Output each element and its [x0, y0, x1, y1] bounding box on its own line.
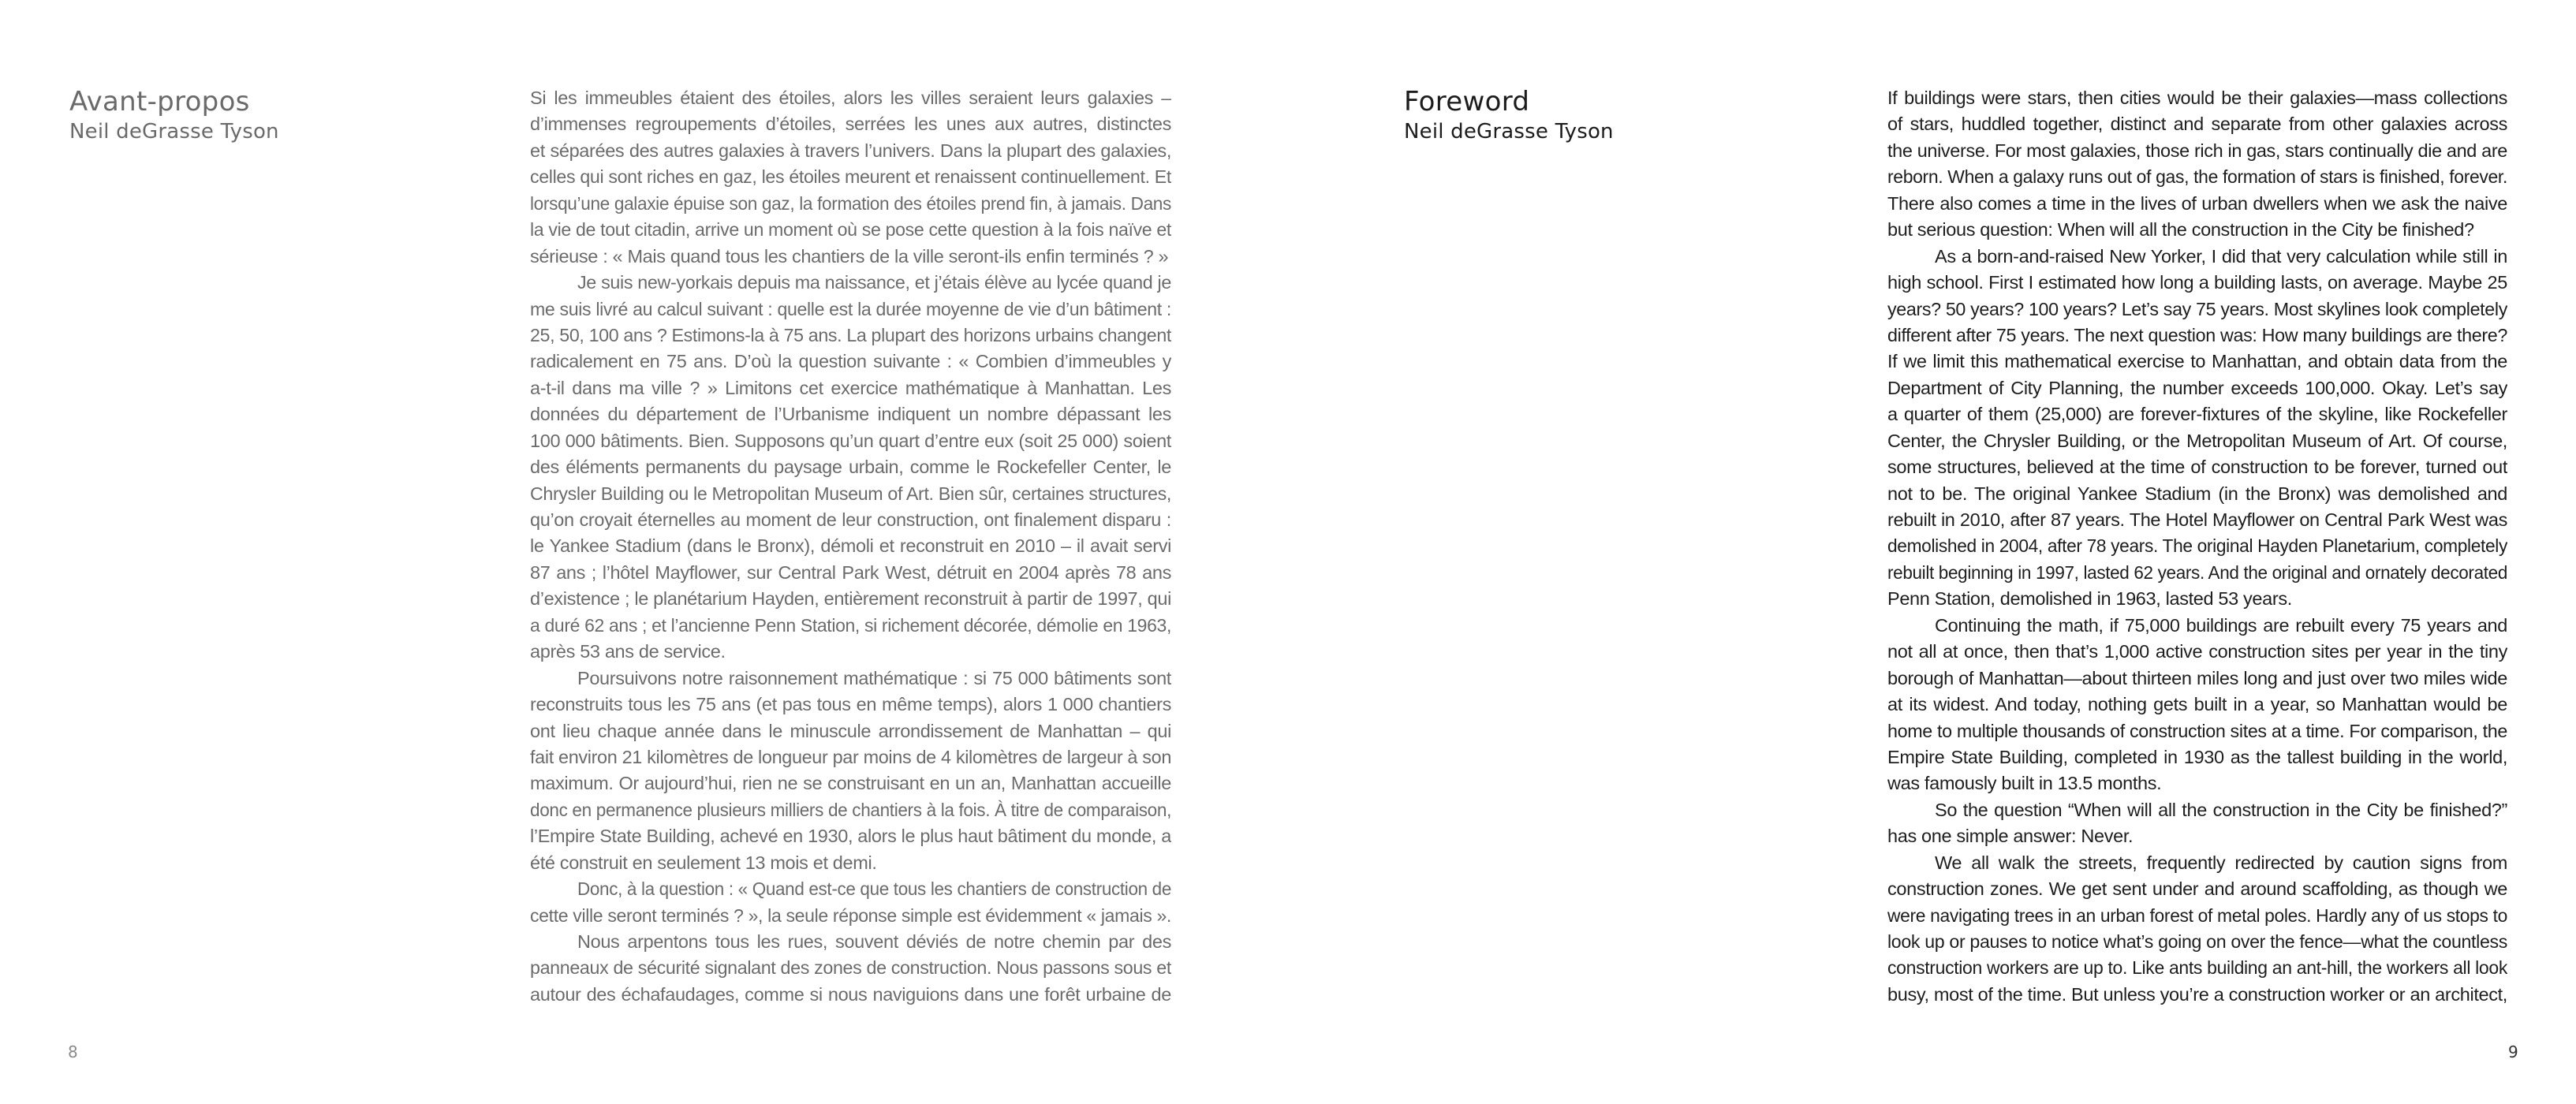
page-title: Avant-propos: [69, 86, 250, 117]
text-line: ont lieu chaque année dans le minuscule arrondissement de Manhattan – qui: [530, 720, 1171, 741]
text-line: at its widest. And today, nothing gets built in a year, so Manhattan would be: [1887, 694, 2507, 715]
text-line: reconstruits tous les 75 ans (et pas tous en même temps), alors 1 000 chantiers: [530, 694, 1171, 715]
text-line: été construit en seulement 13 mois et demi.: [530, 852, 877, 873]
text-line: high school. First I estimated how long a building lasts, on average. Maybe 25: [1887, 272, 2507, 293]
paragraph: [1887, 85, 2507, 244]
text-line: years? 50 years? 100 years? Let’s say 75 years. Most skylines look completely: [1887, 298, 2507, 319]
text-line: Center, the Chrysler Building, or the Metropolitan Museum of Art. Of course,: [1887, 430, 2507, 451]
paragraph: [530, 85, 1171, 270]
paragraph: [1887, 797, 2507, 850]
text-line: l’Empire State Building, achevé en 1930, alors le plus haut bâtiment du monde, a: [530, 826, 1171, 847]
heading-block: [1404, 85, 1614, 145]
body-text: [530, 85, 1171, 1008]
text-line: home to multiple thousands of construction sites at a time. For comparison, the: [1887, 720, 2507, 741]
text-line: a quarter of them (25,000) are forever-fixtures of the skyline, like Rockefeller: [1887, 404, 2507, 425]
text-line: panneaux de sécurité signalant des zones de construction. Nous passons sous et: [530, 957, 1171, 979]
text-line: were navigating trees in an urban forest of metal poles. Hardly any of us stops to: [1887, 904, 2507, 926]
text-line: demolished in 2004, after 78 years. The original Hayden Planetarium, completely: [1887, 535, 2507, 557]
text-line: 25, 50, 100 ans ? Estimons-la à 75 ans. La plupart des horizons urbains changent: [530, 324, 1171, 345]
body-text: [1887, 85, 2507, 1008]
text-line: lorsqu’une galaxie épuise son gaz, la formation des étoiles prend fin, à jamais. Dans: [530, 192, 1171, 214]
text-line: different after 75 years. The next question was: How many buildings are there?: [1887, 324, 2507, 345]
text-line: but serious question: When will all the construction in the City be finished?: [1887, 219, 2474, 241]
text-line: There also comes a time in the lives of urban dwellers when we ask the naive: [1887, 192, 2507, 214]
author-name: Neil deGrasse Tyson: [69, 120, 279, 144]
paragraph: [530, 929, 1171, 1008]
text-line: look up or pauses to notice what’s going on over the fence—what the countless: [1887, 931, 2507, 952]
text-line: If buildings were stars, then cities would be their galaxies—mass collections: [1887, 88, 2507, 108]
text-line: qu’on croyait éternelles au moment de leur construction, ont finalement disparu :: [530, 509, 1171, 530]
right-page-english: [1288, 0, 2576, 1104]
text-line: Je suis new-yorkais depuis ma naissance, et j’étais élève au lycée quand je: [577, 272, 1171, 293]
text-line: some structures, believed at the time of construction to be forever, turned out: [1887, 457, 2507, 478]
text-line: des éléments permanents du paysage urbain, comme le Rockefeller Center, le: [530, 457, 1171, 478]
text-line: celles qui sont riches en gaz, les étoiles meurent et renaissent continuellement. Et: [530, 166, 1171, 188]
text-line: Empire State Building, completed in 1930 as the tallest building in the world,: [1887, 746, 2507, 767]
paragraph: [530, 666, 1171, 877]
text-line: Department of City Planning, the number exceeds 100,000. Okay. Let’s say: [1887, 377, 2507, 398]
text-line: busy, most of the time. But unless you’re a construction worker or an architect,: [1887, 983, 2507, 1005]
page-number: 8: [68, 1042, 78, 1061]
text-line: cette ville seront terminés ? », la seule réponse simple est évidemment « jamais ».: [530, 904, 1171, 926]
heading-block: [69, 85, 279, 145]
text-line: le Yankee Stadium (dans le Bronx), démoli et reconstruit en 2010 – il avait servi: [530, 535, 1171, 557]
text-line: radicalement en 75 ans. D’où la question suivante : « Combien d’immeubles y: [530, 351, 1171, 372]
paragraph: [1887, 613, 2507, 797]
text-line: We all walk the streets, frequently redirected by caution signs from: [1935, 852, 2507, 873]
text-line: the universe. For most galaxies, those rich in gas, stars continually die and are: [1887, 140, 2507, 161]
paragraph: [1887, 244, 2507, 613]
paragraph: [530, 876, 1171, 929]
text-line: As a born-and-raised New Yorker, I did that very calculation while still in: [1935, 245, 2507, 267]
text-line: Chrysler Building ou le Metropolitan Museum of Art. Bien sûr, certaines structures,: [530, 483, 1171, 504]
text-line: 100 000 bâtiments. Bien. Supposons qu’un quart d’entre eux (soit 25 000) soient: [530, 430, 1171, 451]
text-line: If we limit this mathematical exercise to Manhattan, and obtain data from the: [1887, 351, 2507, 372]
text-line: d’immenses regroupements d’étoiles, serrées les unes aux autres, distinctes: [530, 114, 1171, 135]
text-line: d’existence ; le planétarium Hayden, entièrement reconstruit à partir de 1997, qui: [530, 588, 1171, 610]
text-line: 87 ans ; l’hôtel Mayflower, sur Central Park West, détruit en 2004 après 78 ans: [530, 561, 1171, 583]
text-line: fait environ 21 kilomètres de longueur par moins de 4 kilomètres de largeur à son: [530, 746, 1171, 767]
text-line: reborn. When a galaxy runs out of gas, the formation of stars is finished, forever.: [1887, 166, 2507, 188]
text-line: a duré 62 ans ; et l’ancienne Penn Station, si richement décorée, démolie en 1963,: [530, 614, 1171, 636]
text-line: Penn Station, demolished in 1963, lasted 53 years.: [1887, 588, 2292, 610]
text-line: Poursuivons notre raisonnement mathématique : si 75 000 bâtiments sont: [577, 667, 1171, 688]
text-line: construction workers are up to. Like ants building an ant-hill, the workers all look: [1887, 957, 2507, 979]
page-number: 9: [2508, 1042, 2518, 1061]
text-line: rebuilt in 2010, after 87 years. The Hotel Mayflower on Central Park West was: [1887, 509, 2507, 530]
text-line: not all at once, then that’s 1,000 active construction sites per year in the tiny: [1887, 641, 2507, 662]
text-line: autour des échafaudages, comme si nous naviguions dans une forêt urbaine de: [530, 983, 1171, 1005]
text-line: donc en permanence plusieurs milliers de chantiers à la fois. À titre de comparaison,: [530, 799, 1171, 820]
text-line: Si les immeubles étaient des étoiles, alors les villes seraient leurs galaxies –: [530, 88, 1171, 108]
text-line: of stars, huddled together, distinct and separate from other galaxies across: [1887, 114, 2507, 135]
text-line: la vie de tout citadin, arrive un moment où se pose cette question à la fois naïve et: [530, 219, 1171, 241]
text-line: et séparées des autres galaxies à travers l’univers. Dans la plupart des galaxies,: [530, 140, 1171, 161]
text-line: données du département de l’Urbanisme indiquent un nombre dépassant les: [530, 404, 1171, 425]
text-line: So the question “When will all the construction in the City be finished?”: [1935, 799, 2507, 820]
text-line: a-t-il dans ma ville ? » Limitons cet exercice mathématique à Manhattan. Les: [530, 377, 1171, 398]
text-line: not to be. The original Yankee Stadium (in the Bronx) was demolished and: [1887, 483, 2507, 504]
author-name: Neil deGrasse Tyson: [1404, 120, 1614, 144]
paragraph: [1887, 850, 2507, 1009]
text-line: Donc, à la question : « Quand est-ce que tous les chantiers de construction de: [577, 878, 1171, 900]
text-line: has one simple answer: Never.: [1887, 826, 2134, 847]
text-line: Nous arpentons tous les rues, souvent déviés de notre chemin par des: [577, 931, 1171, 952]
text-line: borough of Manhattan—about thirteen miles long and just over two miles wide: [1887, 667, 2507, 688]
text-line: was famously built in 13.5 months.: [1887, 773, 2162, 794]
text-line: me suis livré au calcul suivant : quelle est la durée moyenne de vie d’un bâtiment :: [530, 298, 1171, 319]
page-title: Foreword: [1404, 86, 1530, 117]
text-line: construction zones. We get sent under and around scaffolding, as though we: [1887, 878, 2507, 900]
text-line: sérieuse : « Mais quand tous les chantiers de la ville seront-ils enfin terminés ? »: [530, 245, 1169, 267]
text-line: Continuing the math, if 75,000 buildings are rebuilt every 75 years and: [1935, 614, 2507, 636]
text-line: rebuilt beginning in 1997, lasted 62 years. And the original and ornately decorated: [1887, 561, 2507, 583]
text-line: après 53 ans de service.: [530, 641, 726, 662]
paragraph: [530, 270, 1171, 666]
text-line: maximum. Or aujourd’hui, rien ne se construisant en un an, Manhattan accueille: [530, 773, 1171, 794]
